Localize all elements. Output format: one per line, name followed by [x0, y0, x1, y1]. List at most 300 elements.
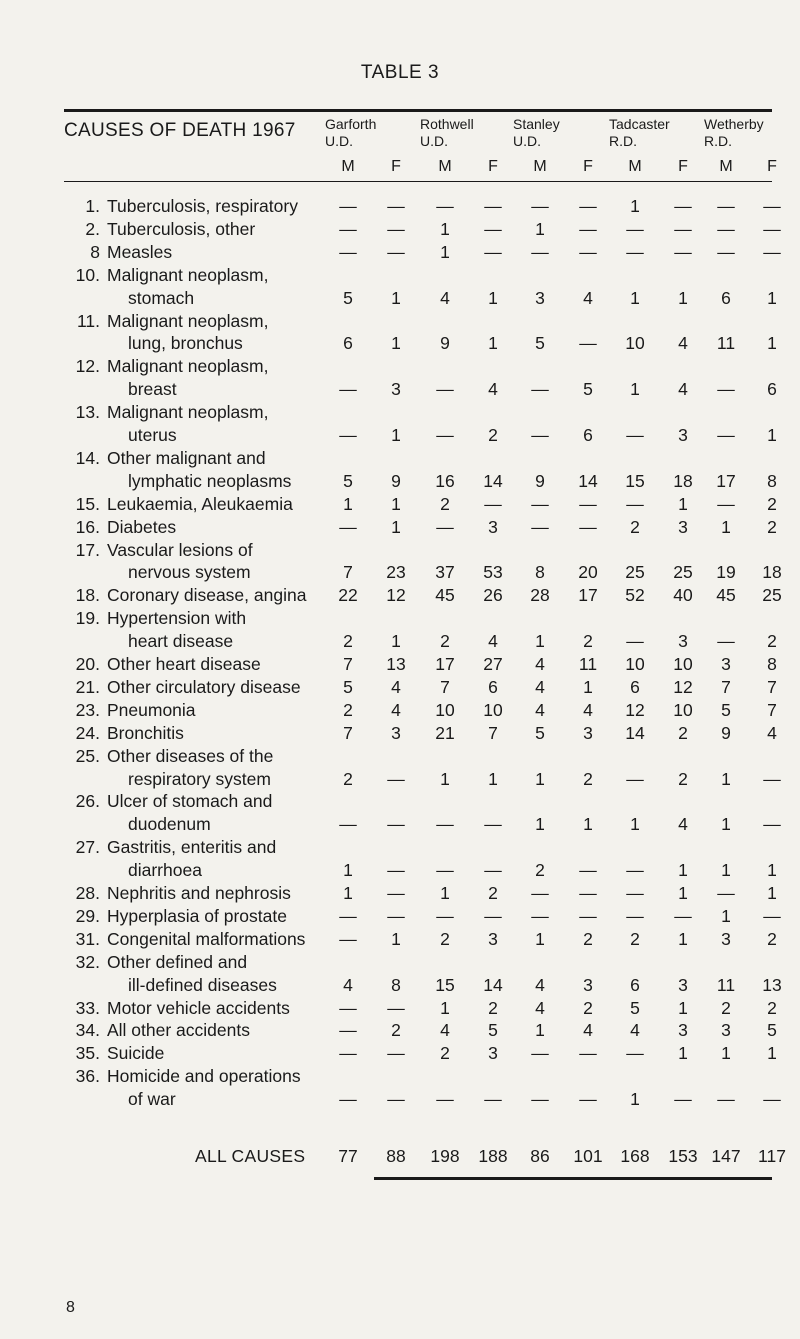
table-cell: 4 [767, 722, 777, 743]
table-cell: 1 [440, 218, 450, 239]
row-number: 13. [75, 402, 100, 423]
table-cell: — [531, 516, 549, 537]
table-cell: 1 [535, 631, 545, 652]
table-cell: — [717, 493, 735, 514]
table-row [0, 493, 800, 516]
table-cell: 1 [721, 768, 731, 789]
table-cell: 15 [435, 974, 455, 995]
table-cell: — [531, 1089, 549, 1110]
table-cell: 6 [721, 287, 731, 308]
table-cell: 2 [583, 631, 593, 652]
table-cell: 18 [673, 470, 693, 491]
table-cell: 2 [767, 631, 777, 652]
cause-label: Other heart disease [107, 654, 261, 674]
cause-label: nervous system [128, 562, 251, 583]
table-cell: 45 [435, 585, 455, 606]
table-cell: — [339, 425, 357, 445]
row-number: 25. [75, 745, 100, 766]
cause-label: Tuberculosis, other [107, 218, 256, 239]
table-row [0, 745, 800, 768]
row-number: 24. [75, 722, 100, 743]
table-cell: 15 [625, 470, 645, 491]
table-cell: 11 [716, 974, 736, 995]
cause-label: Other defined and [107, 951, 248, 972]
row-number: 16. [75, 516, 100, 537]
cause-label: of war [128, 1089, 176, 1110]
table-cell: 23 [386, 562, 406, 583]
table-cell: 4 [535, 699, 545, 720]
row-number: 21. [75, 676, 100, 697]
table-row [0, 1019, 800, 1042]
table-cell: — [579, 905, 597, 926]
table-cell: 2 [488, 883, 498, 903]
table-cell: 5 [343, 676, 353, 697]
table-cell: 5 [767, 1020, 777, 1041]
table-cell: 8 [391, 974, 401, 995]
table-cell: — [387, 196, 405, 216]
table-cell: 2 [678, 722, 688, 743]
table-cell: 1 [343, 860, 353, 881]
table-cell: 7 [440, 676, 450, 697]
table-cell: — [387, 997, 405, 1018]
table-cell: 188 [478, 1146, 508, 1166]
cause-label: Vascular lesions of [107, 539, 253, 560]
table-cell: 3 [583, 974, 593, 995]
table-cell: — [387, 860, 405, 881]
page-number: 8 [66, 1299, 75, 1316]
table-cell: — [763, 905, 781, 926]
table-row [0, 951, 800, 974]
table-cell: 2 [583, 997, 593, 1018]
table-cell: 2 [343, 631, 353, 652]
table-cell: 52 [625, 585, 645, 606]
table-cell: — [339, 1043, 357, 1064]
row-number: 12. [75, 356, 100, 377]
district-type: R.D. [609, 133, 637, 149]
table-cell: 168 [620, 1146, 650, 1166]
table-cell: 6 [630, 974, 640, 995]
sex-header: M [628, 158, 642, 175]
cause-label: Malignant neoplasm, [107, 310, 269, 331]
table-cell: 40 [673, 585, 693, 606]
total-row [0, 1145, 800, 1168]
table-row-continuation [0, 378, 800, 401]
table-cell: — [717, 1089, 735, 1110]
table-cell: 9 [391, 470, 401, 491]
row-number: 29. [75, 905, 100, 926]
table-cell: 1 [488, 287, 498, 308]
cause-label: Diabetes [107, 516, 177, 537]
table-cell: — [626, 425, 644, 445]
table-cell: 9 [440, 333, 450, 354]
table-cell: 10 [483, 699, 503, 720]
table-cell: — [339, 814, 357, 835]
table-cell: — [484, 196, 502, 216]
table-cell: 45 [716, 585, 736, 606]
row-number: 36. [75, 1066, 100, 1087]
table-cell: 1 [343, 493, 353, 514]
table-cell: 19 [716, 562, 736, 583]
table-cell: 1 [767, 333, 777, 354]
table-cell: — [717, 631, 735, 652]
table-cell: — [579, 1043, 597, 1064]
table-cell: 1 [391, 631, 401, 652]
table-cell: — [339, 1020, 357, 1041]
table-cell: — [717, 196, 735, 216]
district-type: R.D. [704, 133, 732, 149]
table-cell: 2 [391, 1020, 401, 1041]
table-cell: 1 [535, 928, 545, 949]
table-cell: 4 [535, 974, 545, 995]
cause-label: diarrhoea [128, 860, 202, 881]
row-number: 35. [75, 1043, 100, 1064]
table-cell: — [579, 516, 597, 537]
table-row-continuation [0, 470, 800, 493]
table-cell: 88 [386, 1146, 406, 1166]
table-cell: 1 [391, 928, 401, 949]
table-cell: 12 [625, 699, 645, 720]
cause-label: stomach [128, 287, 195, 308]
table-cell: 9 [721, 722, 731, 743]
table-row [0, 722, 800, 745]
table-cell: — [436, 814, 454, 835]
table-cell: 8 [535, 562, 545, 583]
table-cell: 4 [440, 287, 450, 308]
table-cell: — [387, 883, 405, 903]
table-cell: — [436, 379, 454, 400]
cause-label: Congenital malformations [107, 928, 306, 949]
table-cell: — [626, 905, 644, 926]
table-cell: — [763, 814, 781, 835]
district-header-tadcaster [609, 116, 670, 150]
table-row-continuation [0, 1088, 800, 1111]
table-cell: 1 [678, 860, 688, 881]
table-cell: 4 [391, 676, 401, 697]
table-cell: 10 [625, 654, 645, 674]
district-type: U.D. [420, 133, 448, 149]
table-cell: 4 [583, 287, 593, 308]
table-cell: — [674, 218, 692, 239]
table-cell: 3 [678, 516, 688, 537]
table-cell: — [531, 905, 549, 926]
table-cell: 5 [535, 722, 545, 743]
table-row-continuation [0, 813, 800, 836]
district-header-rothwell [420, 116, 474, 150]
cause-label: respiratory system [128, 768, 271, 789]
table-cell: 1 [535, 768, 545, 789]
table-row [0, 699, 800, 722]
cause-label: breast [128, 379, 177, 400]
table-cell: — [339, 928, 357, 949]
table-cell: 1 [678, 1043, 688, 1064]
table-cell: 2 [767, 493, 777, 514]
table-cell: — [339, 516, 357, 537]
table-cell: 4 [583, 699, 593, 720]
table-cell: 14 [625, 722, 645, 743]
top-rule [64, 109, 772, 112]
table-cell: 2 [630, 516, 640, 537]
table-cell: 17 [578, 585, 598, 606]
table-cell: 16 [435, 470, 455, 491]
table-title: TABLE 3 [360, 62, 440, 83]
table-cell: 1 [721, 860, 731, 881]
table-cell: 14 [578, 470, 598, 491]
table-row [0, 355, 800, 378]
table-cell: 18 [762, 562, 782, 583]
cause-label: Other diseases of the [107, 745, 274, 766]
table-cell: 1 [535, 814, 545, 835]
cause-label: Malignant neoplasm, [107, 356, 269, 377]
table-cell: 13 [386, 654, 406, 674]
table-cell: — [763, 218, 781, 239]
table-row [0, 310, 800, 333]
table-cell: 153 [668, 1146, 698, 1166]
table-cell: 5 [721, 699, 731, 720]
table-cell: — [717, 241, 735, 262]
table-cell: 5 [343, 287, 353, 308]
table-cell: 25 [625, 562, 645, 583]
cause-label: Other malignant and [107, 447, 266, 468]
table-cell: 1 [630, 1089, 640, 1110]
sex-header: M [438, 158, 452, 175]
table-cell: — [387, 241, 405, 262]
table-cell: — [579, 860, 597, 881]
table-cell: 4 [535, 676, 545, 697]
table-cell: — [579, 1089, 597, 1110]
table-cell: — [674, 196, 692, 216]
table-cell: 2 [767, 516, 777, 537]
table-cell: — [387, 814, 405, 835]
cause-label: Homicide and operations [107, 1066, 301, 1087]
table-cell: 13 [762, 974, 782, 995]
cause-label: Suicide [107, 1043, 165, 1064]
table-cell: 17 [716, 470, 736, 491]
table-row [0, 790, 800, 813]
table-cell: 7 [343, 562, 353, 583]
table-cell: 3 [488, 1043, 498, 1064]
table-cell: — [626, 631, 644, 652]
table-cell: 5 [343, 470, 353, 491]
table-cell: — [531, 493, 549, 514]
table-cell: 2 [343, 768, 353, 789]
table-cell: 4 [678, 379, 688, 400]
district-header-stanley [513, 116, 560, 150]
table-cell: — [579, 241, 597, 262]
table-row [0, 218, 800, 241]
table-cell: 1 [583, 814, 593, 835]
table-cell: — [436, 516, 454, 537]
table-cell: 147 [711, 1146, 741, 1166]
table-cell: 198 [430, 1146, 460, 1166]
sex-header: F [767, 158, 777, 175]
sex-header: M [533, 158, 547, 175]
table-cell: 4 [488, 631, 498, 652]
table-cell: 1 [721, 516, 731, 537]
table-cell: — [387, 1089, 405, 1110]
table-cell: 4 [440, 1020, 450, 1041]
table-cell: — [339, 218, 357, 239]
table-cell: 1 [391, 333, 401, 354]
cause-label: Coronary disease, angina [107, 585, 307, 606]
table-cell: 1 [678, 883, 688, 903]
table-row [0, 401, 800, 424]
row-number: 27. [75, 837, 100, 858]
table-row [0, 264, 800, 287]
table-row [0, 928, 800, 951]
table-cell: — [626, 493, 644, 514]
table-cell: 3 [678, 974, 688, 995]
table-cell: 4 [391, 699, 401, 720]
table-cell: 6 [583, 425, 593, 445]
district-name: Tadcaster [609, 116, 670, 132]
table-row [0, 195, 800, 218]
table-cell: 7 [767, 676, 777, 697]
table-cell: 2 [630, 928, 640, 949]
table-cell: 1 [767, 287, 777, 308]
table-cell: — [579, 883, 597, 903]
table-cell: — [339, 905, 357, 926]
table-cell: 1 [440, 883, 450, 903]
district-name: Garforth [325, 116, 377, 132]
row-number: 28. [75, 883, 100, 903]
table-cell: 22 [338, 585, 358, 606]
table-cell: 4 [535, 997, 545, 1018]
table-cell: 11 [716, 333, 736, 354]
table-cell: — [579, 333, 597, 354]
table-cell: 2 [440, 631, 450, 652]
district-header-wetherby [704, 116, 764, 150]
table-cell: — [387, 905, 405, 926]
table-cell: 3 [721, 928, 731, 949]
row-number: 34. [75, 1020, 100, 1041]
row-number: 23. [75, 699, 100, 720]
table-cell: 4 [678, 333, 688, 354]
table-cell: 1 [678, 493, 688, 514]
table-cell: — [339, 379, 357, 400]
table-cell: 1 [721, 1043, 731, 1064]
table-cell: 3 [391, 379, 401, 400]
table-row [0, 607, 800, 630]
table-row-continuation [0, 630, 800, 653]
table-row [0, 584, 800, 607]
table-cell: 117 [758, 1146, 786, 1166]
table-cell: 7 [721, 676, 731, 697]
sex-header: M [341, 158, 355, 175]
sex-header: M [719, 158, 733, 175]
table-cell: 1 [488, 333, 498, 354]
cause-label: Nephritis and nephrosis [107, 883, 291, 903]
table-cell: 4 [535, 654, 545, 674]
table-cell: 4 [678, 814, 688, 835]
table-cell: 2 [583, 928, 593, 949]
row-number: 20. [75, 654, 100, 674]
table-cell: 14 [483, 974, 503, 995]
table-cell: 2 [583, 768, 593, 789]
table-cell: 5 [583, 379, 593, 400]
table-cell: 2 [721, 997, 731, 1018]
table-row [0, 1065, 800, 1088]
table-cell: 1 [440, 241, 450, 262]
table-cell: — [531, 883, 549, 903]
table-cell: — [763, 196, 781, 216]
table-cell: — [531, 196, 549, 216]
sex-header: F [488, 158, 498, 175]
table-row [0, 836, 800, 859]
table-cell: 1 [440, 997, 450, 1018]
table-cell: 10 [673, 699, 693, 720]
table-cell: 25 [762, 585, 782, 606]
table-cell: — [626, 218, 644, 239]
table-cell: — [674, 1089, 692, 1110]
table-cell: 1 [721, 905, 731, 926]
table-cell: — [339, 241, 357, 262]
table-cell: — [717, 883, 735, 903]
cause-label: Other circulatory disease [107, 676, 301, 697]
table-row-continuation [0, 974, 800, 997]
cause-label: uterus [128, 425, 177, 445]
cause-label: duodenum [128, 814, 211, 835]
table-cell: 37 [435, 562, 455, 583]
table-cell: 2 [535, 860, 545, 881]
row-number: 17. [75, 539, 100, 560]
table-row-continuation [0, 561, 800, 584]
table-cell: 28 [530, 585, 550, 606]
table-cell: — [484, 860, 502, 881]
row-number: 26. [75, 791, 100, 812]
table-cell: 1 [678, 928, 688, 949]
table-cell: 2 [767, 928, 777, 949]
table-cell: 3 [721, 1020, 731, 1041]
row-number: 2. [85, 218, 100, 239]
table-row [0, 516, 800, 539]
table-cell: — [484, 493, 502, 514]
table-cell: — [626, 241, 644, 262]
table-cell: — [436, 860, 454, 881]
table-cell: 3 [721, 654, 731, 674]
table-cell: 21 [435, 722, 455, 743]
table-cell: 5 [535, 333, 545, 354]
table-row [0, 539, 800, 562]
row-number: 11. [76, 310, 100, 331]
table-cell: 6 [343, 333, 353, 354]
total-label: ALL CAUSES [195, 1146, 306, 1166]
sex-header: F [583, 158, 593, 175]
table-row [0, 676, 800, 699]
table-cell: 1 [583, 676, 593, 697]
cause-label: Pneumonia [107, 699, 196, 720]
table-cell: — [674, 241, 692, 262]
cause-label: heart disease [128, 631, 234, 652]
district-type: U.D. [513, 133, 541, 149]
cause-label: All other accidents [107, 1020, 250, 1041]
table-cell: 3 [488, 516, 498, 537]
table-cell: 1 [391, 425, 401, 445]
table-cell: — [387, 218, 405, 239]
table-cell: 2 [767, 997, 777, 1018]
table-cell: 20 [578, 562, 598, 583]
table-cell: 3 [488, 928, 498, 949]
table-cell: 1 [678, 287, 688, 308]
table-cell: 8 [767, 470, 777, 491]
table-row [0, 1042, 800, 1065]
table-cell: 27 [483, 654, 503, 674]
cause-label: ill-defined diseases [128, 974, 277, 995]
table-cell: — [387, 768, 405, 789]
table-cell: 12 [386, 585, 406, 606]
bottom-rule [374, 1177, 772, 1180]
table-cell: 2 [440, 1043, 450, 1064]
table-cell: — [626, 1043, 644, 1064]
